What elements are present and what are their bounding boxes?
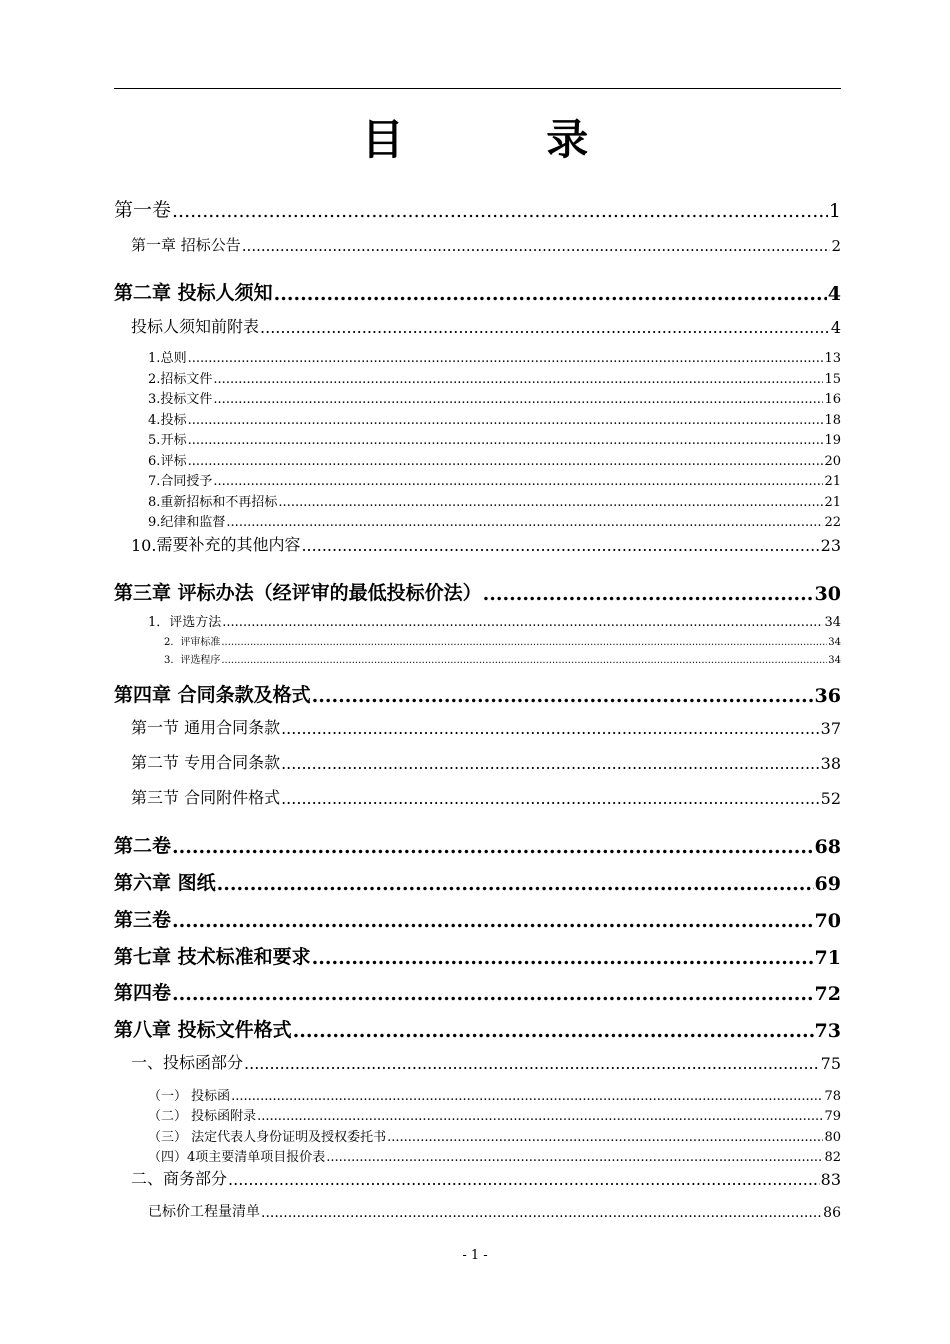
toc-entry[interactable]: [114, 977, 841, 1005]
page-number: - 1 -: [462, 1248, 488, 1263]
leader-dots: [188, 433, 824, 448]
leader-dots: [172, 836, 814, 858]
toc-entry[interactable]: [114, 679, 841, 707]
leader-dots: [244, 1054, 820, 1073]
toc-entry-page: 52: [820, 789, 841, 808]
leader-dots: [231, 1089, 823, 1104]
toc-entry-label: 投标人须知前附表: [131, 317, 260, 336]
toc-entry-label: 第二章 投标人须知: [114, 282, 273, 304]
toc-entry-page: 73: [814, 1020, 841, 1042]
toc-entry-page: 38: [820, 754, 841, 773]
toc-entry[interactable]: [131, 751, 841, 773]
toc-entry-label: （三） 法定代表人身份证明及授权委托书: [148, 1130, 387, 1145]
toc-entry-page: 70: [814, 910, 841, 932]
toc-entry-number: 9.: [148, 515, 161, 530]
toc-entry-label: 第四卷: [114, 982, 172, 1004]
toc-entry-page: 20: [824, 454, 841, 469]
toc-entry-label: 重新招标和不再招标: [160, 495, 278, 510]
leader-dots: [242, 237, 831, 255]
leader-dots: [172, 910, 814, 932]
toc-entry-label: 二、商务部分: [131, 1169, 228, 1188]
leader-dots: [217, 873, 814, 895]
toc-entry-label: 第二卷: [114, 835, 172, 857]
leader-dots: [188, 351, 824, 366]
leader-dots: [213, 372, 823, 387]
toc-entry-label: 已标价工程量清单: [148, 1204, 260, 1220]
leader-dots: [301, 536, 819, 555]
toc-entry-label: 第三卷: [114, 909, 172, 931]
toc-entry[interactable]: [114, 577, 841, 605]
toc-entry-page: 19: [824, 433, 841, 448]
toc-entry[interactable]: [164, 634, 841, 648]
toc-entry-page: 23: [820, 536, 841, 555]
toc-entry-label: 3．评选程序: [164, 655, 221, 666]
toc-entry-page: 34: [828, 655, 841, 666]
toc-entry[interactable]: [148, 471, 841, 489]
toc-entry-page: 36: [814, 685, 841, 707]
toc-entry-page: 34: [828, 637, 841, 648]
toc-entry-page: 37: [820, 719, 841, 738]
toc-entry[interactable]: [148, 410, 841, 428]
page-title: 目 录: [361, 115, 653, 164]
toc-entry-label: 第一节 通用合同条款: [131, 718, 281, 737]
toc-entry-label: 纪律和监督: [160, 515, 226, 530]
toc-entry-page: 15: [824, 372, 841, 387]
toc-entry-page: 82: [824, 1150, 841, 1165]
leader-dots: [172, 200, 828, 222]
toc-entry-page: 30: [814, 583, 841, 605]
toc-entry[interactable]: [148, 430, 841, 448]
toc-entry-label: 投标: [160, 413, 187, 428]
toc-entry-label: 第七章 技术标准和要求: [114, 946, 311, 968]
toc-entry-number: 4.: [148, 413, 161, 428]
toc-entry-page: 68: [814, 836, 841, 858]
toc-entry-number: 10.: [131, 536, 157, 555]
toc-entry-label: 1．评选方法: [148, 615, 222, 630]
leader-dots: [213, 392, 823, 407]
leader-dots: [221, 655, 827, 666]
toc-entry[interactable]: [148, 348, 841, 366]
leader-dots: [260, 318, 830, 337]
toc-entry[interactable]: [131, 233, 841, 255]
toc-entry[interactable]: [148, 1086, 841, 1104]
leader-dots: [278, 495, 823, 510]
leader-dots: [222, 615, 823, 630]
toc-entry[interactable]: [114, 941, 841, 969]
toc-entry-page: 72: [814, 983, 841, 1005]
toc-entry-label: 开标: [160, 433, 187, 448]
toc-entry-page: 16: [824, 392, 841, 407]
toc-entry-label: 第二节 专用合同条款: [131, 753, 281, 772]
leader-dots: [261, 1205, 822, 1221]
toc-entry-label: 评标: [160, 454, 187, 469]
toc-entry[interactable]: [131, 1051, 841, 1073]
toc-entry-page: 34: [824, 615, 841, 630]
toc-entry-number: 7.: [148, 474, 161, 489]
toc-entry-label: 需要补充的其他内容: [156, 535, 301, 554]
leader-dots: [226, 515, 823, 530]
leader-dots: [188, 454, 824, 469]
toc-entry-number: 6.: [148, 454, 161, 469]
leader-dots: [213, 474, 823, 489]
toc-entry[interactable]: [114, 830, 841, 858]
leader-dots: [387, 1130, 823, 1145]
toc-entry[interactable]: [131, 1167, 841, 1189]
toc-entry[interactable]: [148, 613, 841, 630]
leader-dots: [312, 685, 814, 707]
toc-entry-page: 80: [824, 1130, 841, 1145]
toc-entry[interactable]: [114, 1014, 841, 1042]
leader-dots: [281, 789, 820, 808]
toc-entry[interactable]: [114, 196, 841, 222]
toc-entry-page: 18: [824, 413, 841, 428]
toc-entry[interactable]: [164, 652, 841, 666]
toc-entry-label: （四）4项主要清单项目报价表: [148, 1150, 326, 1165]
toc-entry[interactable]: [148, 389, 841, 407]
toc-entry-label: 合同授予: [160, 474, 213, 489]
leader-dots: [326, 1150, 823, 1165]
toc-entry[interactable]: [148, 1106, 841, 1124]
toc-entry[interactable]: [148, 1147, 841, 1165]
leader-dots: [281, 754, 820, 773]
toc-entry[interactable]: [148, 1203, 841, 1221]
toc-entry-label: 2．评审标准: [164, 637, 221, 648]
toc-entry-label: 第八章 投标文件格式: [114, 1019, 292, 1041]
toc-entry[interactable]: [114, 867, 841, 895]
toc-entry-page: 78: [824, 1089, 841, 1104]
toc-entry-label: 第一卷: [114, 199, 172, 221]
toc-entry-label: 第四章 合同条款及格式: [114, 684, 311, 706]
toc-entry[interactable]: [131, 786, 841, 808]
toc-entry-label: 第三章 评标办法（经评审的最低投标价法）: [114, 582, 482, 604]
toc-entry-label: 投标文件: [160, 392, 213, 407]
toc-entry[interactable]: [148, 1127, 841, 1145]
toc-entry-page: 71: [814, 947, 841, 969]
toc-entry-number: 1.: [148, 351, 161, 366]
toc-entry-label: （一） 投标函: [148, 1089, 231, 1104]
leader-dots: [257, 1109, 823, 1124]
leader-dots: [172, 983, 814, 1005]
toc-entry-label: 第一章 招标公告: [131, 236, 241, 254]
toc-entry[interactable]: [114, 277, 841, 305]
toc-entry-label: 招标文件: [160, 372, 213, 387]
toc-entry-page: 4: [827, 283, 841, 305]
toc-entry[interactable]: [148, 451, 841, 469]
toc-entry-page: 21: [824, 495, 841, 510]
toc-entry[interactable]: [148, 369, 841, 387]
leader-dots: [293, 1020, 814, 1042]
leader-dots: [483, 583, 814, 605]
leader-dots: [281, 719, 820, 738]
toc-entry-page: 69: [814, 873, 841, 895]
toc-entry[interactable]: [131, 315, 841, 337]
leader-dots: [188, 413, 824, 428]
toc-entry[interactable]: [131, 533, 841, 555]
toc-entry[interactable]: [148, 512, 841, 530]
leader-dots: [228, 1170, 820, 1189]
toc-entry-page: 83: [820, 1170, 841, 1189]
toc-entry[interactable]: [114, 904, 841, 932]
toc-entry-page: 2: [831, 237, 841, 255]
toc-entry-number: 2.: [148, 372, 161, 387]
toc-entry[interactable]: [131, 716, 841, 738]
toc-entry-page: 86: [823, 1205, 841, 1221]
leader-dots: [221, 637, 827, 648]
toc-entry-page: 1: [828, 200, 841, 222]
toc-entry-label: （二） 投标函附录: [148, 1109, 257, 1124]
toc-entry-label: 总则: [160, 351, 187, 366]
toc-entry[interactable]: [148, 492, 841, 510]
toc-entry-label: 第六章 图纸: [114, 872, 216, 894]
toc-entry-page: 13: [824, 351, 841, 366]
toc-entry-label: 第三节 合同附件格式: [131, 788, 281, 807]
toc-entry-page: 75: [820, 1054, 841, 1073]
toc-entry-page: 79: [824, 1109, 841, 1124]
toc-entry-number: 8.: [148, 495, 161, 510]
toc-entry-page: 4: [830, 318, 841, 337]
toc-entry-number: 3.: [148, 392, 161, 407]
toc-entry-label: 一、投标函部分: [131, 1053, 244, 1072]
leader-dots: [274, 283, 827, 305]
leader-dots: [312, 947, 814, 969]
toc-entry-page: 21: [824, 474, 841, 489]
toc-entry-number: 5.: [148, 433, 161, 448]
toc-entry-page: 22: [824, 515, 841, 530]
